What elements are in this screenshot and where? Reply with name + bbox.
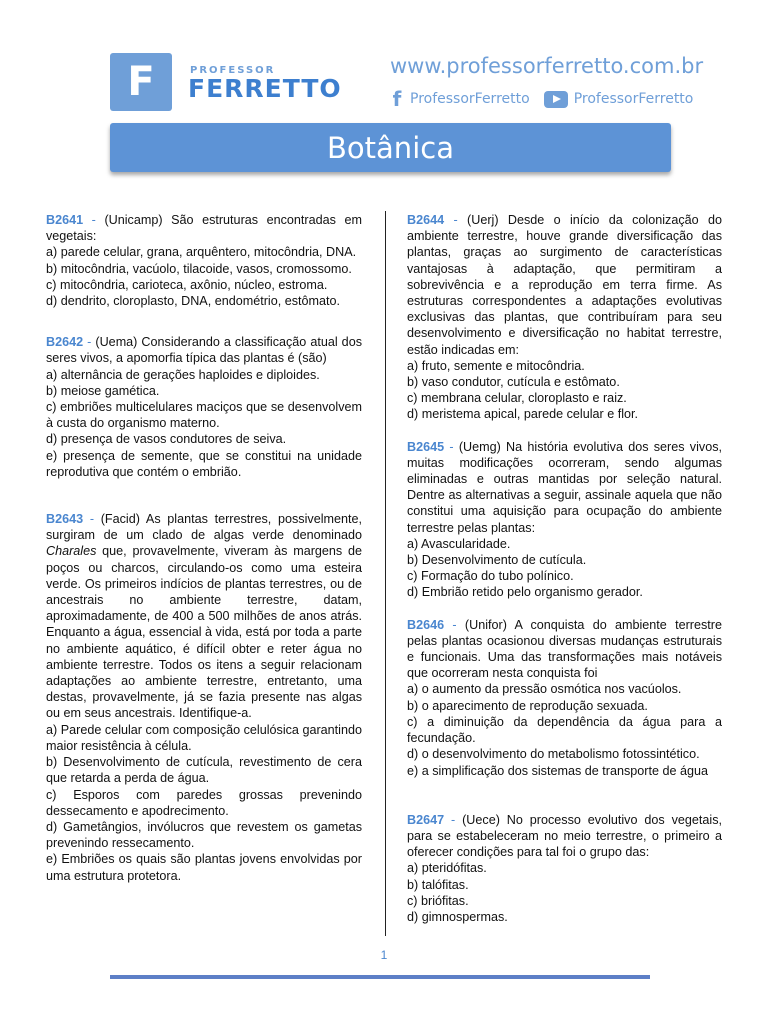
question-b2647: [407, 812, 722, 925]
question-b2643: [46, 511, 362, 884]
site-url-link[interactable]: www.professorferretto.com.br: [390, 54, 704, 78]
footer-rule: [110, 975, 650, 979]
question-b2644: [407, 212, 722, 423]
option-a[interactable]: a) Avascularidade.: [407, 536, 511, 551]
page-title: Botânica: [327, 130, 454, 165]
left-column: [46, 212, 362, 884]
option-d[interactable]: d) Gametângios, invólucros que revestem os gametas prevenindo ressecamento.: [46, 819, 362, 851]
option-a[interactable]: a) o aumento da pressão osmótica nos vacúolos.: [407, 682, 682, 697]
option-a[interactable]: a) parede celular, grana, arquêntero, mitocôndria, DNA.: [46, 245, 357, 260]
option-e[interactable]: e) a simplificação dos sistemas de transporte de água: [407, 763, 709, 778]
question-dash: -: [444, 812, 456, 827]
question-text: (Unifor) A conquista do ambiente terrestre pelas plantas ocasionou diversas mudanças estruturais e funcionais. Uma das transformações mais notáveis que ocorreram nesta conquista foi: [407, 617, 722, 681]
question-dash: -: [444, 439, 454, 454]
option-b[interactable]: b) Desenvolvimento de cutícula, revestimento de cera que retarda a perda de água.: [46, 755, 362, 786]
question-dash: -: [444, 213, 458, 227]
option-c[interactable]: c) membrana celular, cloroplasto e raiz.: [407, 391, 627, 406]
option-a[interactable]: a) fruto, semente e mitocôndria.: [407, 358, 585, 373]
option-b[interactable]: b) o aparecimento de reprodução sexuada.: [407, 698, 648, 713]
question-text: (Uemg) Na história evolutiva dos seres vivos, muitas modificações ocorreram, sendo algumas eliminadas e outras mantidas por seleção natural. Dentre as alternativas a seguir, assinale aquela que não constitui uma aquisição para ocupação do ambiente terrestre pelas plantas:: [407, 439, 722, 535]
option-c[interactable]: c) Formação do tubo polínico.: [407, 569, 574, 584]
facebook-handle[interactable]: ProfessorFerretto: [410, 91, 530, 107]
option-c[interactable]: c) embriões multicelulares maciços que se desenvolvem à custa do organismo materno.: [46, 400, 362, 431]
title-banner: [110, 123, 671, 172]
option-b[interactable]: b) meiose gamética.: [46, 383, 160, 398]
facebook-icon: f: [392, 87, 402, 111]
question-dash: -: [444, 617, 457, 632]
option-d[interactable]: d) meristema apical, parede celular e flor.: [407, 407, 638, 422]
social-links: [390, 86, 693, 112]
column-divider: [385, 211, 386, 936]
brand-logo: [110, 53, 172, 111]
question-stem: [407, 617, 722, 682]
option-c[interactable]: c) a diminuição da dependência da água para a fecundação.: [407, 714, 722, 746]
question-b2642: [46, 334, 362, 480]
question-text: (Unicamp) São estruturas encontradas em vegetais:: [46, 213, 362, 244]
option-a[interactable]: a) Parede celular com composição celulósica garantindo maior resistência à célula.: [46, 722, 362, 753]
question-stem: [46, 212, 362, 244]
question-text-part1: (Facid) As plantas terrestres, possivelmente, surgiram de um clado de algas verde denominado: [46, 512, 362, 543]
option-d[interactable]: d) dendrito, cloroplasto, DNA, endométrio, estômato.: [46, 294, 340, 309]
option-a[interactable]: a) alternância de gerações haploides e diploides.: [46, 367, 320, 382]
question-text-part2: que, provavelmente, viveram às margens de poços ou charcos, circulando-os como uma esteira verde. Os primeiros indícios de plantas terrestres, ou de ancestrais no ambiente terrestre, datam, aproximadamente, de 400 a 500 milhões de anos atrás. Enquanto a água, essencial à vida, está por toda a parte no ambiente aquático, é difícil obter e reter água no ambiente terrestre. Todos os itens a seguir relacionam adaptações ao ambiente terrestre, entretanto, uma destas, provavelmente, já se fazia presente nas algas ou em seus ancestrais. Identifique-a.: [46, 544, 362, 721]
question-b2645: [407, 439, 722, 601]
option-d[interactable]: d) o desenvolvimento do metabolismo fotossintético.: [407, 747, 700, 762]
option-d[interactable]: d) Embrião retido pelo organismo gerador.: [407, 585, 643, 600]
question-b2641: [46, 212, 362, 309]
page-number: 1: [380, 948, 388, 962]
option-b[interactable]: b) mitocôndria, vacúolo, tilacoide, vasos, cromossomo.: [46, 261, 352, 276]
option-e[interactable]: e) Embriões os quais são plantas jovens envolvidas por uma estrutura protetora.: [46, 852, 362, 883]
question-code: B2643: [46, 512, 84, 527]
option-d[interactable]: d) presença de vasos condutores de seiva.: [46, 432, 287, 447]
question-code: B2646: [407, 617, 445, 632]
taxon-name: Charales: [46, 544, 97, 559]
question-stem: [46, 334, 362, 366]
question-b2646: [407, 617, 722, 779]
youtube-handle[interactable]: ProfessorFerretto: [573, 91, 694, 107]
youtube-icon: [544, 91, 568, 108]
option-c[interactable]: c) Esporos com paredes grossas prevenindo dessecamento e apodrecimento.: [46, 787, 362, 818]
option-d[interactable]: d) gimnospermas.: [407, 909, 508, 924]
question-text: (Uece) No processo evolutivo dos vegetais, para se estabeleceram no meio terrestre, o primeiro a oferecer condições para tal foi o grupo das:: [407, 812, 722, 860]
option-b[interactable]: b) talófitas.: [407, 877, 469, 892]
question-dash: -: [83, 213, 96, 227]
question-text: (Uema) Considerando a classificação atual dos seres vivos, a apomorfia típica das plantas é (são): [46, 335, 362, 366]
question-code: B2642: [46, 335, 84, 350]
question-code: B2644: [407, 213, 445, 227]
option-b[interactable]: b) Desenvolvimento de cutícula.: [407, 553, 587, 568]
question-code: B2645: [407, 439, 445, 454]
option-b[interactable]: b) vaso condutor, cutícula e estômato.: [407, 375, 620, 390]
option-e[interactable]: e) presença de semente, que se constitui na unidade reprodutiva que contém o embrião.: [46, 448, 362, 479]
option-c[interactable]: c) briófitas.: [407, 893, 469, 908]
question-text: (Uerj) Desde o início da colonização do ambiente terrestre, houve grande diversificação das plantas, graças ao surgimento de características vantajosas à adaptação, que permitiram a sobrevivência e a reprodução em terra firme. As estruturas correspondentes a adaptações evolutivas exclusivas das plantas, que contribuíram para seu desenvolvimento e diversificação no habitat terrestre, estão indicadas em:: [407, 213, 722, 357]
brand-small-text: PROFESSOR: [190, 65, 276, 76]
right-column: [407, 212, 722, 925]
question-stem: [46, 511, 362, 722]
question-code: B2647: [407, 812, 445, 827]
option-c[interactable]: c) mitocôndria, carioteca, axônio, núcleo, estroma.: [46, 277, 328, 292]
logo-letter: F: [127, 59, 155, 105]
question-stem: [407, 812, 722, 861]
question-stem: [407, 212, 722, 358]
option-a[interactable]: a) pteridófitas.: [407, 861, 487, 876]
brand-name: FERRETTO: [188, 74, 342, 103]
question-code: B2641: [46, 213, 84, 227]
question-stem: [407, 439, 722, 536]
question-dash: -: [83, 512, 95, 527]
question-dash: -: [83, 335, 92, 350]
